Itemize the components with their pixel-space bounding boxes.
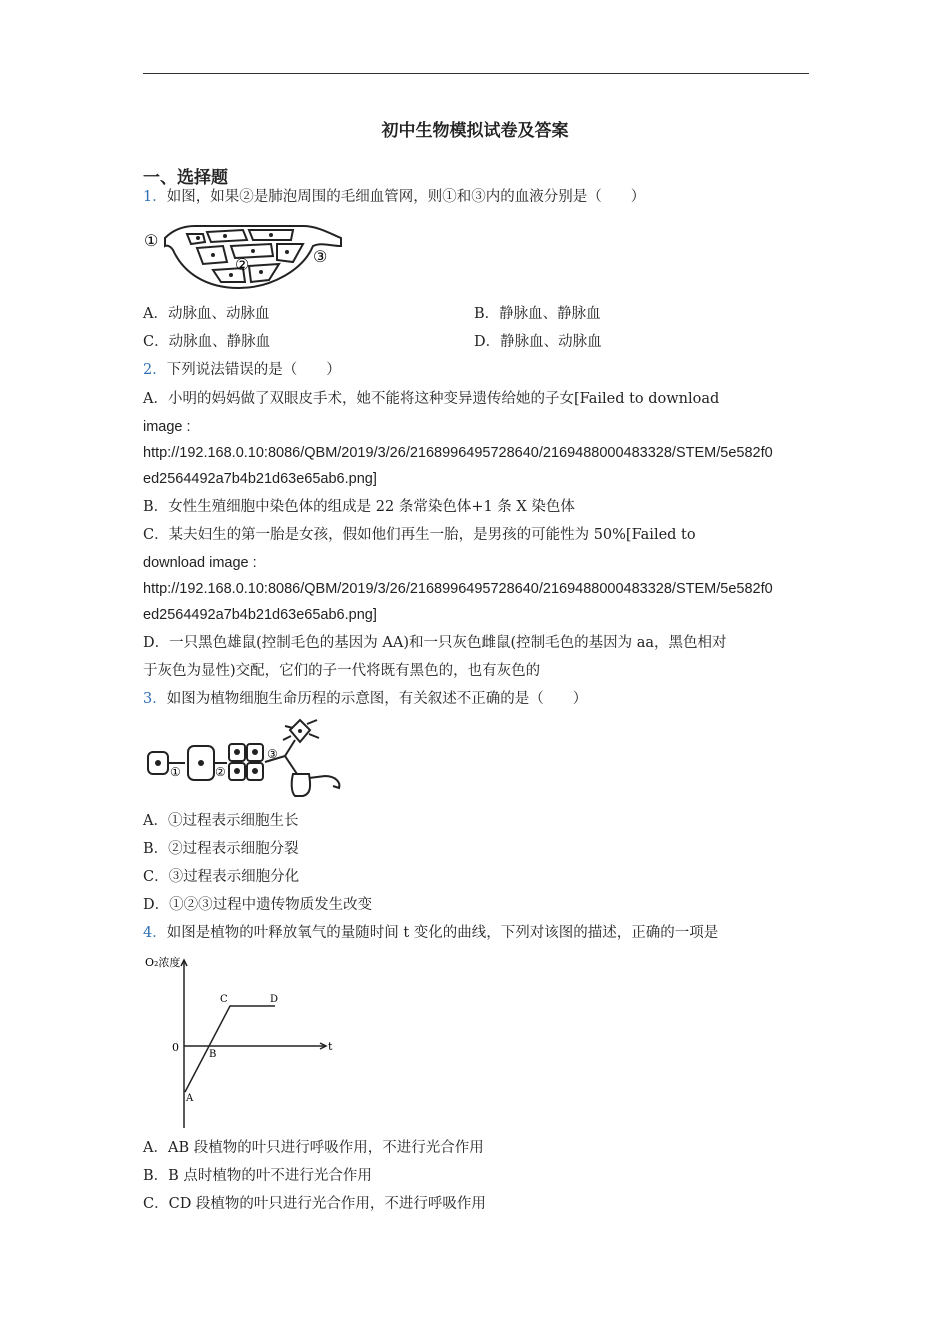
x-axis-label: t bbox=[328, 1040, 333, 1053]
origin-label: 0 bbox=[172, 1041, 179, 1054]
option-c: C．某夫妇生的第一胎是女孩，假如他们再生一胎，是男孩的可能性为 50%[Failed to bbox=[143, 527, 696, 543]
option-a: A．动脉血、动脉血 bbox=[143, 306, 270, 322]
question-text: 如图，如果②是肺泡周围的毛细血管网，则①和③内的血液分别是（ ） bbox=[166, 189, 646, 205]
question-1 bbox=[143, 187, 645, 207]
question-2 bbox=[143, 360, 341, 380]
question-3 bbox=[143, 689, 587, 709]
question-text: 下列说法错误的是（ ） bbox=[166, 362, 341, 378]
cell-lifecycle-diagram bbox=[145, 718, 345, 798]
curve-line bbox=[185, 1006, 275, 1092]
option-d: D．静脉血、动脉血 bbox=[474, 334, 602, 350]
point-label-b: B bbox=[209, 1049, 217, 1060]
option-d: D．①②③过程中遗传物质发生改变 bbox=[143, 897, 373, 913]
point-label-a: A bbox=[186, 1093, 194, 1104]
page-title: 初中生物模拟试卷及答案 bbox=[381, 121, 569, 141]
figure-label: ① bbox=[170, 765, 181, 779]
point-label-c: C bbox=[220, 994, 228, 1005]
capillary-diagram bbox=[143, 212, 348, 294]
option-b: B．B 点时植物的叶不进行光合作用 bbox=[143, 1168, 372, 1184]
option-a-url: http://192.168.0.10:8086/QBM/2019/3/26/2168996495728640/2169488000483328/STEM/5e582f0 bbox=[143, 445, 773, 461]
figure-label: ② bbox=[215, 765, 226, 779]
y-axis-label: O₂浓度 bbox=[145, 956, 181, 969]
option-a: A．①过程表示细胞生长 bbox=[143, 813, 299, 829]
figure-label: ③ bbox=[313, 247, 328, 266]
question-text: 如图是植物的叶释放氧气的量随时间 t 变化的曲线，下列对该图的描述，正确的一项是 bbox=[166, 925, 719, 941]
point-label-d: D bbox=[270, 994, 279, 1005]
question-number: 1． bbox=[143, 189, 167, 205]
figure-label: ① bbox=[144, 231, 159, 250]
option-d: D．一只黑色雄鼠(控制毛色的基因为 AA)和一只灰色雌鼠(控制毛色的基因为 aa，黑色相对 bbox=[143, 635, 727, 651]
figure-label: ② bbox=[235, 255, 250, 274]
section-heading: 一、选择题 bbox=[143, 168, 228, 188]
option-c: C．动脉血、静脉血 bbox=[143, 334, 271, 350]
option-a: A．小明的妈妈做了双眼皮手术，她不能将这种变异遗传给她的子女[Failed to download bbox=[143, 391, 720, 407]
option-b: B．②过程表示细胞分裂 bbox=[143, 841, 299, 857]
option-d-continuation: 于灰色为显性)交配，它们的子一代将既有黑色的，也有灰色的 bbox=[143, 663, 541, 679]
option-c-url: ed2564492a7b4b21d63e65ab6.png] bbox=[143, 607, 377, 623]
question-number: 3． bbox=[143, 691, 167, 707]
header-rule bbox=[143, 73, 809, 74]
option-a-url: ed2564492a7b4b21d63e65ab6.png] bbox=[143, 471, 377, 487]
option-b: B．静脉血、静脉血 bbox=[474, 306, 601, 322]
option-b: B．女性生殖细胞中染色体的组成是 22 条常染色体+1 条 X 染色体 bbox=[143, 499, 575, 515]
question-number: 2． bbox=[143, 362, 167, 378]
question-4 bbox=[143, 923, 718, 943]
option-a-continuation: image : bbox=[143, 419, 191, 435]
figure-label: ③ bbox=[267, 747, 278, 761]
option-c-url: http://192.168.0.10:8086/QBM/2019/3/26/2168996495728640/2169488000483328/STEM/5e582f0 bbox=[143, 581, 773, 597]
option-c: C．③过程表示细胞分化 bbox=[143, 869, 300, 885]
oxygen-time-graph bbox=[140, 952, 340, 1130]
option-c: C．CD 段植物的叶只进行光合作用，不进行呼吸作用 bbox=[143, 1196, 486, 1212]
question-number: 4． bbox=[143, 925, 167, 941]
option-c-continuation: download image : bbox=[143, 555, 257, 571]
question-text: 如图为植物细胞生命历程的示意图，有关叙述不正确的是（ ） bbox=[166, 691, 588, 707]
option-a: A．AB 段植物的叶只进行呼吸作用，不进行光合作用 bbox=[143, 1140, 484, 1156]
